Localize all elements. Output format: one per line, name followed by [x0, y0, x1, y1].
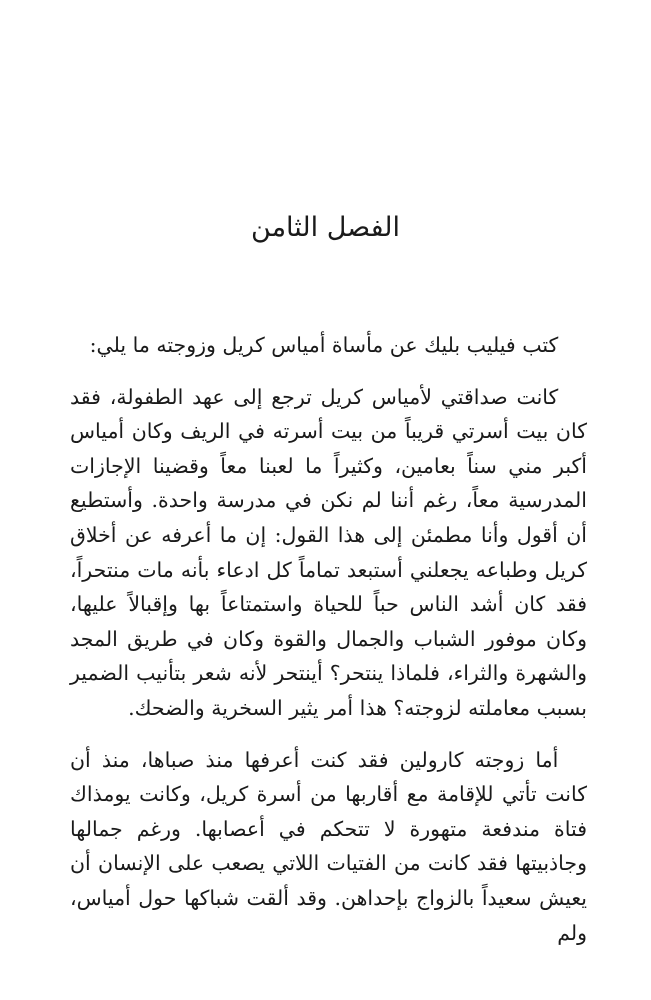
paragraph-caroline: أما زوجته كارولين فقد كنت أعرفها منذ صباها، منذ أن كانت تأتي للإقامة مع أقاربها من أسرة كريل، وكانت يومذاك فتاة مندفعة متهورة لا تتحكم في أعصابها. ورغم جمالها وجاذبيتها فقد كانت من الفتيات اللاتي يصعب على الإنسان أن يعيش سعيداً بالزواج بإحداهن. وقد ألقت شباكها حول أمياس، ولم: [70, 747, 587, 945]
paragraph-friendship: كانت صداقتي لأمياس كريل ترجع إلى عهد الطفولة، فقد كان بيت أسرتي قريباً من بيت أسرته في الريف وكان أمياس أكبر مني سناً بعامين، وكثيراً ما لعبنا معاً وقضينا الإجازات المدرسية معاً، رغم أننا لم نكن في مدرسة واحدة. وأستطيع أن أقول وأنا مطمئن إلى هذا القول: إن ما أعرفه عن أخلاق كريل وطباعه يجعلني أستبعد تماماً كل ادعاء بأنه مات منتحراً، فقد كان أشد الناس حباً للحياة واستمتاعاً بها وإقبالاً عليها، وكان موفور الشباب والجمال والقوة وكان في طريق المجد والشهرة والثراء، فلماذا ينتحر؟ أينتحر لأنه شعر بتأنيب الضمير بسبب معاملته لزوجته؟ هذا أمر يثير السخرية والضحك.: [70, 384, 587, 720]
paragraph-intro: كتب فيليب بليك عن مأساة أمياس كريل وزوجته ما يلي:: [89, 333, 559, 357]
chapter-title: الفصل الثامن: [251, 212, 400, 243]
chapter-body: [70, 328, 587, 950]
